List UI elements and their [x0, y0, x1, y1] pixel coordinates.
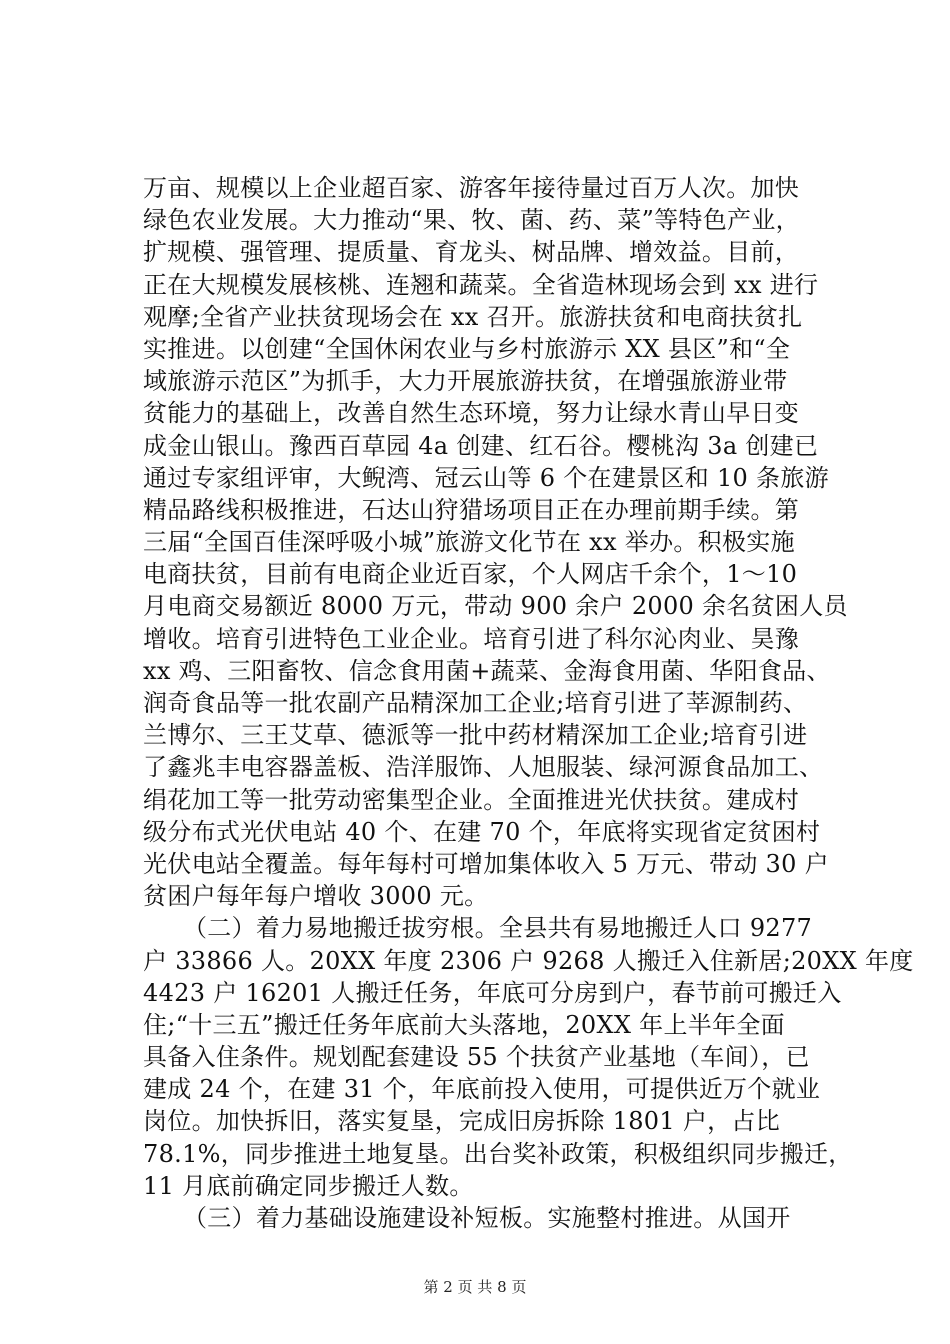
text-line: 住;“十三五”搬迁任务年底前大头落地，20XX 年上半年全面 [143, 1010, 785, 1039]
body-text [143, 172, 914, 1234]
text-line: 兰博尔、三王艾草、德派等一批中药材精深加工企业;培育引进 [143, 721, 808, 750]
text-line: 绢花加工等一批劳动密集型企业。全面推进光伏扶贫。建成村 [143, 785, 800, 814]
text-line: 11 月底前确定同步搬迁人数。 [143, 1171, 474, 1200]
text-line: 正在大规模发展核桃、连翘和蔬菜。全省造林现场会到 xx 进行 [143, 270, 819, 299]
text-line: 成金山银山。豫西百草园 4a 创建、红石谷。樱桃沟 3a 创建已 [143, 431, 819, 460]
text-line: 建成 24 个，在建 31 个，年底前投入使用，可提供近万个就业 [143, 1075, 821, 1104]
text-line: 岗位。加快拆旧，落实复垦，完成旧房拆除 1801 户，占比 [143, 1107, 781, 1136]
text-line: 了鑫兆丰电容器盖板、浩洋服饰、人旭服装、绿河源食品加工、 [143, 753, 824, 782]
text-line: 三届“全国百佳深呼吸小城”旅游文化节在 xx 举办。积极实施 [143, 528, 795, 557]
section-heading-line: （三）着力基础设施建设补短板。实施整村推进。从国开 [183, 1204, 791, 1232]
text-line: 月电商交易额近 8000 万元，带动 900 余户 2000 余名贫困人员 [143, 592, 848, 621]
text-line: 4423 户 16201 人搬迁任务，年底可分房到户，春节前可搬迁入 [143, 978, 842, 1007]
page-indicator: 第 2 页 共 8 页 [423, 1278, 527, 1296]
text-line: 万亩、规模以上企业超百家、游客年接待量过百万人次。加快 [143, 174, 800, 202]
text-line: 具备入住条件。规划配套建设 55 个扶贫产业基地（车间），已 [143, 1043, 810, 1072]
page-footer [0, 1277, 950, 1297]
text-line: 增收。培育引进特色工业企业。培育引进了科尔沁肉业、昊豫 [143, 624, 800, 653]
text-line: 贫困户每年每户增收 3000 元。 [143, 882, 489, 911]
text-line: 78.1%，同步推进土地复垦。出台奖补政策，积极组织同步搬迁， [143, 1139, 853, 1168]
section-heading-line: （二）着力易地搬迁拔穷根。全县共有易地搬迁人口 9277 [183, 914, 813, 943]
text-line: 电商扶贫，目前有电商企业近百家，个人网店千余个，1～10 [143, 560, 798, 589]
text-line: xx 鸡、三阳畜牧、信念食用菌+蔬菜、金海食用菌、华阳食品、 [143, 656, 831, 685]
text-line: 贫能力的基础上，改善自然生态环境，努力让绿水青山早日变 [143, 399, 800, 428]
text-line: 润奇食品等一批农副产品精深加工企业;培育引进了莘源制药、 [143, 689, 808, 717]
text-line: 通过专家组评审，大鲵湾、冠云山等 6 个在建景区和 10 条旅游 [143, 463, 829, 492]
text-line: 实推进。以创建“全国休闲农业与乡村旅游示 XX 县区”和“全 [143, 334, 791, 363]
text-line: 户 33866 人。20XX 年度 2306 户 9268 人搬迁入住新居;20XX 年度 [143, 946, 914, 975]
text-line: 扩规模、强管理、提质量、育龙头、树品牌、增效益。目前， [143, 238, 800, 267]
text-line: 级分布式光伏电站 40 个、在建 70 个，年底将实现省定贫困村 [143, 817, 821, 846]
text-line: 观摩;全省产业扶贫现场会在 xx 召开。旅游扶贫和电商扶贫扎 [143, 302, 803, 331]
text-line: 域旅游示范区”为抓手，大力开展旅游扶贫，在增强旅游业带 [143, 367, 788, 396]
text-line: 光伏电站全覆盖。每年每村可增加集体收入 5 万元、带动 30 户 [143, 849, 829, 878]
text-line: 绿色农业发展。大力推动“果、牧、菌、药、菜”等特色产业， [143, 206, 800, 235]
text-line: 精品路线积极推进，石达山狩猎场项目正在办理前期手续。第 [143, 495, 800, 524]
